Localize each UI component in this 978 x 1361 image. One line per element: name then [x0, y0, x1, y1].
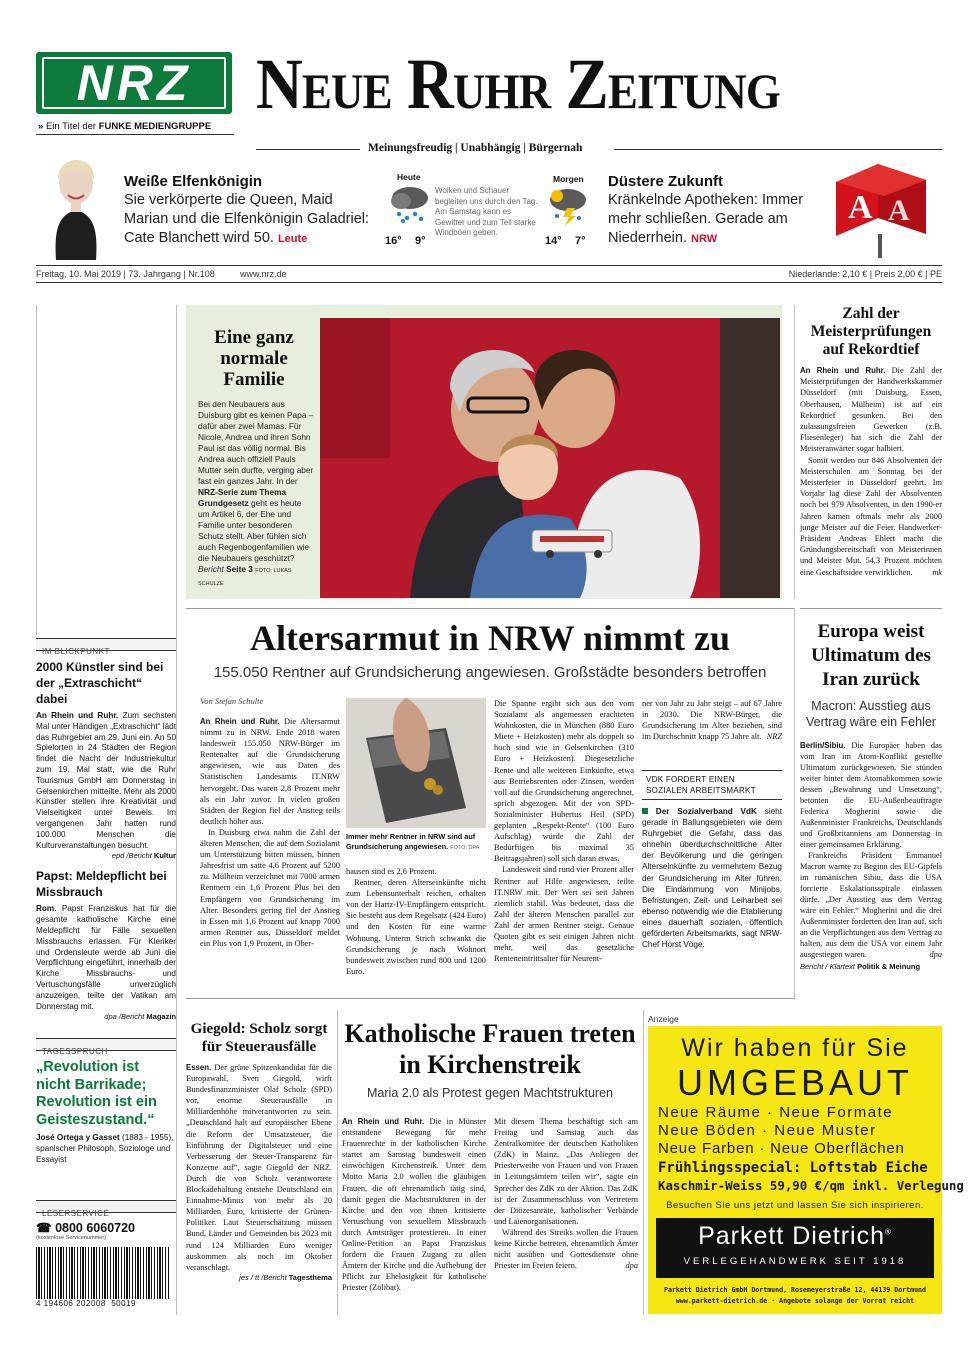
quote-years: (1883 - 1955), [122, 1133, 174, 1142]
iran-author: dpa [929, 950, 942, 959]
pension-wallet-photo[interactable] [346, 698, 486, 828]
ad-visit: Besuchen Sie uns jetzt und lassen Sie sich inspirieren. [666, 1200, 924, 1211]
rain-cloud-icon [387, 184, 433, 224]
photo-story-text2: geht es heute um Artikel 6, der Ehe und Familie unter besonderen Schutz stellt. Aber fühlen sich auch Regenbogenfamilien wie die Neubauers geschützt? [198, 498, 310, 563]
service-phone[interactable]: 0800 6060720 [55, 1221, 136, 1235]
lead-subtitle: 155.050 Rentner auf Grundsicherung angewiesen. Großstädte besonders betroffen [213, 664, 767, 681]
iran-title[interactable]: Europa weist Ultimatum des Iran zurück [811, 621, 931, 690]
vdk-text: sieht gerade in Ballungsgebieten wie dem Ruhrgebiet die Gefahr, dass das ohnehin überdurchschnittliche Alter der Bevölkerung und die geringen Alterseinkünfte zu vermehrtem Bezug der Grundsicherung im Alter führen. Die Eindämmung von Minijobs, Befristungen, Zeit- und Leiharbeit sei ebenso notwendig wie die Etablierung eines dauerhaft sozialen, öffentlich geförderten Arbeitsmarkts, sagt NRW-Chef Horst Vöge. [642, 807, 783, 950]
vdk-title: VDK FORDERT EINEN SOZIALEN ARBEITSMARKT [642, 770, 782, 800]
weather-box [385, 172, 597, 250]
lead-c3b: Landesweit sind rund vier Prozent aller Rentner auf Hilfe angewiesen, teilte IT.NRW mit. Der Wert sei seit Jahren ziemlich stabil. Was bedeutet, dass die Zahl der älteren Menschen parallel zur Zahl der armen Rentner steigt. Genaue Quoten gibt es seit einigen Jahren nicht mehr, weil das gesetzliche Renteneintrittsalter für Neurent- [494, 865, 634, 964]
cate-blanchett-photo[interactable] [36, 140, 116, 260]
lead-title[interactable]: Altersarmut in NRW nimmt zu [249, 618, 731, 658]
blickpunkt-h1[interactable]: 2000 Künstler sind bei der „Extraschicht“ dabei [36, 660, 164, 706]
ad-brand-sub: VERLEGEHANDWERK SEIT 1918 [683, 1256, 907, 1267]
photo-story-box [186, 305, 782, 599]
vdk-bold: Der Sozialverband VdK [655, 807, 757, 816]
barcode-number: 4 194606 202008 50019 [36, 1299, 136, 1308]
lead-byline: Von Stefan Schulte [200, 696, 264, 706]
service-label: LESERSERVICE [42, 1209, 110, 1218]
chevron-icon: » [38, 121, 44, 132]
nrz-logo[interactable] [36, 52, 232, 114]
logo-text: NRZ [76, 55, 192, 111]
blickpunkt-h1-dateline: An Rhein und Ruhr. [36, 711, 119, 720]
barcode [36, 1247, 170, 1299]
thunderstorm-icon [545, 186, 591, 226]
newspaper-title: Neue Ruhr Zeitung [256, 44, 780, 124]
giegold-text: Der grüne Spitzenkandidat für die Europawahl, Sven Giegold, wirft Bundesfinanzminister Olaf Scholz (SPD) vor, enorme Steuerausfälle in Milliardenhöhe mitverantworten zu sein. „Deutschland halt auf europäischer Ebene die Reform der Umsatzsteuer, die Einführung der Digitalsteuer und eine Verbesserung der Steuer-Transparenz für Konzerne auf“, sagte Giegold der NRZ. Durch die von Scholz verantwortete Blockadehaltung entstehe Deutschland ein Einnahme-Minus von mehr als 20 Milliarden Euro, kritisierte der Grünen-Politiker. Laut Steuerschätzung müssen Bund, Länder und Gemeinden bis 2023 mit rund 124 Milliarden Euro weniger auskommen als noch im Oktober veranschlagt. [186, 1063, 332, 1272]
giegold-section[interactable]: Tagesthema [288, 1272, 332, 1282]
ad-row2: Neue Böden · Neue Muster [658, 1122, 877, 1139]
iran-section[interactable]: Politik & Meinung [857, 962, 921, 971]
blickpunkt-h1-section[interactable]: Kultur [153, 851, 176, 861]
lead-caption-credit: FOTO: DPA [450, 844, 480, 851]
svg-text:A: A [888, 194, 910, 227]
teaser-left-title[interactable]: Weiße Elfenkönigin [124, 173, 263, 190]
lead-c4: ner von Jahr zu Jahr steigt – auf 67 Jahre in 2030. Die NRW-Bürger, die Grundsicherung im Alter beziehen, sind im Durchschnitt knapp 75 Jahre alt. [642, 699, 782, 742]
iran-p2: Frankreichs Präsident Emmanuel Macron warnte zu Beginn des EU-Gipfels im rumänischen Sibiu, dass die USA forcierte Eskalationsspirale einlassen dürfe. „Der Ausstieg aus dem Vertrag wäre ein Fehler.“ Mogherini und die drei Außenminister forderten den Iran auf, sich an die Verpflichtungen aus dem Vertrag zu halten, aus dem die USA vor einem Jahr ausgestiegen waren. [800, 851, 942, 959]
teaser-right-text: Kränkelnde Apotheken: Immer mehr schließen. Gerade am Niederrhein. [608, 192, 804, 246]
blickpunkt-h2[interactable]: Papst: Meldepflicht bei Missbrauch [36, 869, 167, 900]
ad-label: Anzeige [648, 1014, 679, 1024]
kirche-c2: Mit diesem Thema beschäftigt sich am Freitag und Samstag auch das Zentralkomitee der deutschen Katholiken (ZdK) in Mainz. „Das Anliegen der Priesterweihe von Frauen und von Frauen in Leitungsämtern teilen wir“, sagte ein Sprecher des ZdK zu der Aktion. Das ZdK ist der Zusammenschluss von Vertretern der Diözesanräte, katholischer Verbände und Laienorganisationen. [494, 1117, 638, 1226]
blickpunkt-h2-text: Papst Franziskus hat für die gesamte katholische Kirche eine Meldepflicht für Fälle sexuellen Missbrauchs erlassen. Für Kleriker und Ordensleute werde ab Juni die Verpflichtung eingeführt, innerhalb der Kirche Missbrauchs- und Vertuschungsfälle unverzüglich anzuzeigen, teilte der Vatikan am Donnerstag mit. [36, 904, 176, 1011]
blickpunkt-h2-ref: Bericht [120, 1012, 145, 1022]
apotheke-sign-photo[interactable] [822, 152, 942, 260]
ad-line2: UMGEBAUT [676, 1062, 913, 1103]
lead-c2: hausen sind es 2,6 Prozent. [346, 867, 437, 876]
weather-today-low: 9° [415, 235, 426, 247]
photo-story-text: Bei den Neubauers aus Duisburg gibt es keinen Papa – dafür aber zwei Mamas. Für Nicole, Andrea und ihren Sohn Paul ist das völlig normal. Bis Andrea auch offiziell Pauls Mutter sein durfte, verging aber fast ein ganzes Jahr. In der [198, 399, 314, 486]
kirche-c2b: Während des Streiks wollen die Frauen keine Kirche betreten, ehrenamtlich Ämter nicht ausüben und Gottesdienste ohne Priester im Freien feiern. [494, 1227, 638, 1271]
phone-icon: ☎ [36, 1221, 52, 1235]
ad-line1: Wir haben für Sie [681, 1034, 909, 1062]
kirche-dateline: An Rhein und Ruhr. [342, 1117, 425, 1126]
blickpunkt-h1-ref: Bericht [128, 851, 152, 861]
weather-text: Wolken und Schauer begleiten uns durch den Tag. Am Samstag kann es Gewitter und zum Teil starke Windböen geben. [435, 186, 538, 237]
teaser-right-section[interactable]: NRW [691, 233, 718, 245]
price-info: Niederlande: 2,10 € | Preis 2,00 € | PE [788, 269, 942, 279]
weather-tomorrow-low: 7° [575, 235, 586, 247]
ad-special2: Kaschmir-Weiss 59,90 €/qm inkl. Verlegung [658, 1178, 964, 1193]
ad-brand-box [656, 1218, 934, 1278]
giegold-credit: jes / tt / [239, 1272, 264, 1282]
teaser-left-section[interactable]: Leute [277, 233, 308, 245]
weather-tomorrow-high: 14° [545, 235, 562, 247]
issue-info: Freitag, 10. Mai 2019 | 73. Jahrgang | Nr.108 [36, 269, 215, 279]
teaser-right-title[interactable]: Düstere Zukunft [608, 173, 724, 190]
meister-p2: Somit werden nur 846 Absolventen der Meisterschulen am Sonntag bei der Meisterfeier in Düsseldorf geehrt. Im Vorjahr lag diese Zahl der Absolventen noch bei 979 Absolventen, in den 1990-er Jahren kamen oftmals mehr als 2000 junge Meister auf die Feier. Handwerker-Präsident Andreas Ehlert macht die Gründungsbereitschaft von Meisterinnen und Meister Mut. 54,3 Prozent möchten eine Geschäftsidee verwirklichen. [800, 455, 942, 577]
vdk-box [642, 770, 782, 990]
blickpunkt-h2-dateline: Rom. [36, 904, 57, 914]
ad-brand: Parkett Dietrich [698, 1222, 885, 1250]
meister-title[interactable]: Zahl der Meisterprüfungen auf Rekordtief [810, 305, 932, 358]
weather-tomorrow-label: Morgen [553, 174, 584, 184]
website-link[interactable]: www.nrz.de [240, 269, 287, 279]
lead-c1: Die Altersarmut nimmt zu in NRW. Ende 2018 waren landesweit 155.050 NRW-Bürger im Rentenalter auf die Grundsicherung angewiesen, wie aus Daten des Statistischen Landesamts IT.NRW hervorgeht. Das waren 2,8 Prozent mehr als ein Jahr zuvor. In vielen großen Städten der Region fiel der Anstieg teils deutlich höher aus. [200, 717, 340, 826]
photo-story-series[interactable]: NRZ-Serie zum Thema Grundgesetz [198, 487, 287, 508]
meister-author: mk [932, 567, 942, 577]
iran-ref: Bericht / Klartext [800, 962, 856, 971]
iran-p1: Die Europäer haben das vom Iran im Atom-Konflikt gestellte Ultimatum zurückgewiesen. Sie stünden weiter hinter dem Atomabkommen sowie dessen „Bewahrung und Umsetzung“, betonten die EU-Außenbeauftragte Federica Mogherini sowie die Außenminister Frankreichs, Deutschlands und Großbritanniens am Donnerstag in einer gemeinsamen Erklärung. [800, 741, 942, 849]
kirche-title[interactable]: Katholische Frauen treten in Kirchenstreik [344, 1019, 636, 1079]
kirche-subtitle: Maria 2.0 als Protest gegen Machtstrukturen [367, 1086, 613, 1100]
parkett-dietrich-ad[interactable] [648, 1026, 964, 1314]
lead-c1b: In Duisburg etwa nahm die Zahl der älteren Menschen, die auf dem Sozialamt um Unterstützung bitten müssen, binnen Jahresfrist um satte 4,6 Prozent auf 5200 zu. Mülheim verzeichnet mit 7000 armen Rentnern ein 1,6 Prozent Plus bei den Empfängern von Grundsicherung im Alter. Besonders gering fiel der Anstieg in Essen mit 1,6 Prozent auf knapp 7000 armen Rentner aus, Düsseldorf meldet ein Plus von 1,9 Prozent, in Ober- [200, 827, 340, 948]
iran-dateline: Berlin/Sibiu. [800, 741, 846, 750]
ad-footer1: Parkett Dietrich GmbH Dortmund, Rosemeyerstraße 12, 44139 Dortmund [663, 1286, 926, 1294]
blickpunkt-h2-section[interactable]: Magazin [146, 1012, 176, 1022]
quote-text: „Revolution ist nicht Barrikade; Revolution ist ein Geisteszustand.“ [36, 1059, 157, 1128]
meister-dateline: An Rhein und Ruhr. [800, 366, 886, 375]
meister-p1: Die Zahl der Meisterprüfungen der Handwerkskammer Düsseldorf (mit Duisburg, Essen, Oberhausen, Mülheim) ist auf ein Rekordtief gesunken. Bei den zulassungsfreien Gewerken (z.B. Fliesenleger) hat sich die Zahl der Meisteranwärter sogar halbiert. [800, 366, 942, 454]
photo-story-ref-page[interactable]: Seite 3 [226, 564, 253, 574]
ad-row1: Neue Räume · Neue Formate [658, 1104, 894, 1121]
lead-caption: Immer mehr Rentner in NRW sind auf Grundsicherung angewiesen. [346, 832, 476, 851]
bullet-icon [642, 808, 648, 814]
ad-special1: Frühlingsspecial: Loftstab Eiche [658, 1160, 928, 1176]
lead-c4-author: NRZ [766, 732, 782, 742]
publisher-line: » Ein Titel der FUNKE MEDIENGRUPPE [38, 121, 212, 132]
ad-footer2[interactable]: www.parkett-dietrich.de · Angebote solange der Vorrat reicht [675, 1297, 915, 1305]
slogan: Meinungsfreudig | Unabhängig | Bürgernah [368, 142, 583, 154]
weather-today-high: 16° [385, 235, 402, 247]
teaser-left-text: Sie verkörperte die Queen, Maid Marian und die Elfenkönigin Galadriel: Cate Blanchett wird 50. [124, 192, 370, 246]
lead-c2b: Rentner, deren Alterseinkünfte nicht zum Lebensunterhalt reichen, erhalten von der Hartz-IV-Empfängern entspricht. Sie besteht aus dem Regelsatz (424 Euro) und den Kosten für eine warme Wohnung. Unterm Strich schwankt die Grundsicherung je nach Wohnort bundesweit zwischen rund 800 und 1200 Euro. [346, 878, 486, 976]
ad-row3: Neue Farben · Neue Oberflächen [658, 1140, 905, 1157]
service-note: (kostenlose Servicenummer) [36, 1235, 106, 1241]
blickpunkt-h1-text: Zum sechsten Mal unter Händigen „Extraschicht“ lädt das Ruhrgebiet am 29. Juni ein. An 50 Spielorten in 24 Städten der Region findet die Nacht der Industriekultur zum 19. Mal statt, wie die Ruhr Tourismus GmbH am Donnerstag in Gelsenkirchen mitteilte. Mehr als 2000 Künstler stellen ihre Kreativität und Vielseitigkeit unter Beweis. Im vergangenen Jahr hatten rund 100.000 Menschen die Kulturveranstaltungen besucht. [36, 711, 176, 850]
giegold-dateline: Essen. [186, 1063, 212, 1072]
quote-label: TAGESSPRUCH [42, 1047, 108, 1056]
photo-story-ref-label: Bericht [198, 564, 224, 574]
blickpunkt-h2-credit: dpa / [104, 1012, 121, 1022]
lead-dateline: An Rhein und Ruhr. [200, 717, 280, 726]
blickpunkt-h1-credit: epd / [111, 851, 129, 861]
svg-text:A: A [848, 189, 873, 226]
giegold-title[interactable]: Giegold: Scholz sorgt für Steuerausfälle [190, 1021, 328, 1055]
family-photo[interactable] [320, 318, 780, 598]
quote-desc: spanischer Philosoph, Soziologe und Essayist [36, 1143, 171, 1164]
giegold-ref: Bericht [263, 1272, 287, 1282]
ad-reg: ® [884, 1227, 892, 1237]
quote-author: José Ortega y Gasset [36, 1133, 120, 1142]
blickpunkt-label: IM BLICKPUNKT [42, 647, 110, 656]
photo-credit: FOTO: LUKAS SCHULZE [198, 568, 292, 587]
kirche-author: dpa [625, 1261, 638, 1271]
weather-today-label: Heute [397, 172, 421, 182]
photo-story-title[interactable]: Eine ganz normale Familie [214, 327, 294, 390]
iran-subtitle: Macron: Ausstieg aus Vertrag wäre ein Fehler [806, 699, 936, 729]
kirche-c1: Die in Münster entstandene Bewegung für mehr Frauenrechte in der katholischen Kirche startet am Samstag bundesweit einen einwöchigen Kirchenstreik. Unter dem Motto Maria 2.0 wollen die gläubigen Frauen, die oft ehrenamtlich tätig sind, damit gegen die Machtstrukturen in der Kirche und den von ihnen kritisierte Vertuschung von sexuellem Missbrauch durch Amtsträger protestieren. In einer Online-Petition an Papst Franziskus fordern die Frauen Zugang zu allen Ämtern der Kirche und die Aufhebung der Pflicht zur Ehelosigkeit für katholische Priester (Zölibat). [342, 1117, 486, 1293]
lead-c3: Die Spanne ergibt sich aus den vom Sozialamt als angemessen erachteten Wohnkosten, die in München (880 Euro Miete + Heizkosten) mehr als doppelt so hoch sind wie in Gelsenkirchen (310 Euro + Heizkosten). Diegesetzliche Rente und alle weiteren Einkünfte, etwa aus Betriebsrenten oder Zinsen, werden voll auf die Grundsicherung angerechnet, sprich abgezogen. Mit der von SPD-Sozialminister Hubertus Heil (SPD) geplanten „Respekt-Rente“ (100 Euro Aufschlag) würde die Zahl der Bedürftigen bis maximal 35 Beitragsjahren) soll sich daran etwas. [494, 699, 634, 864]
